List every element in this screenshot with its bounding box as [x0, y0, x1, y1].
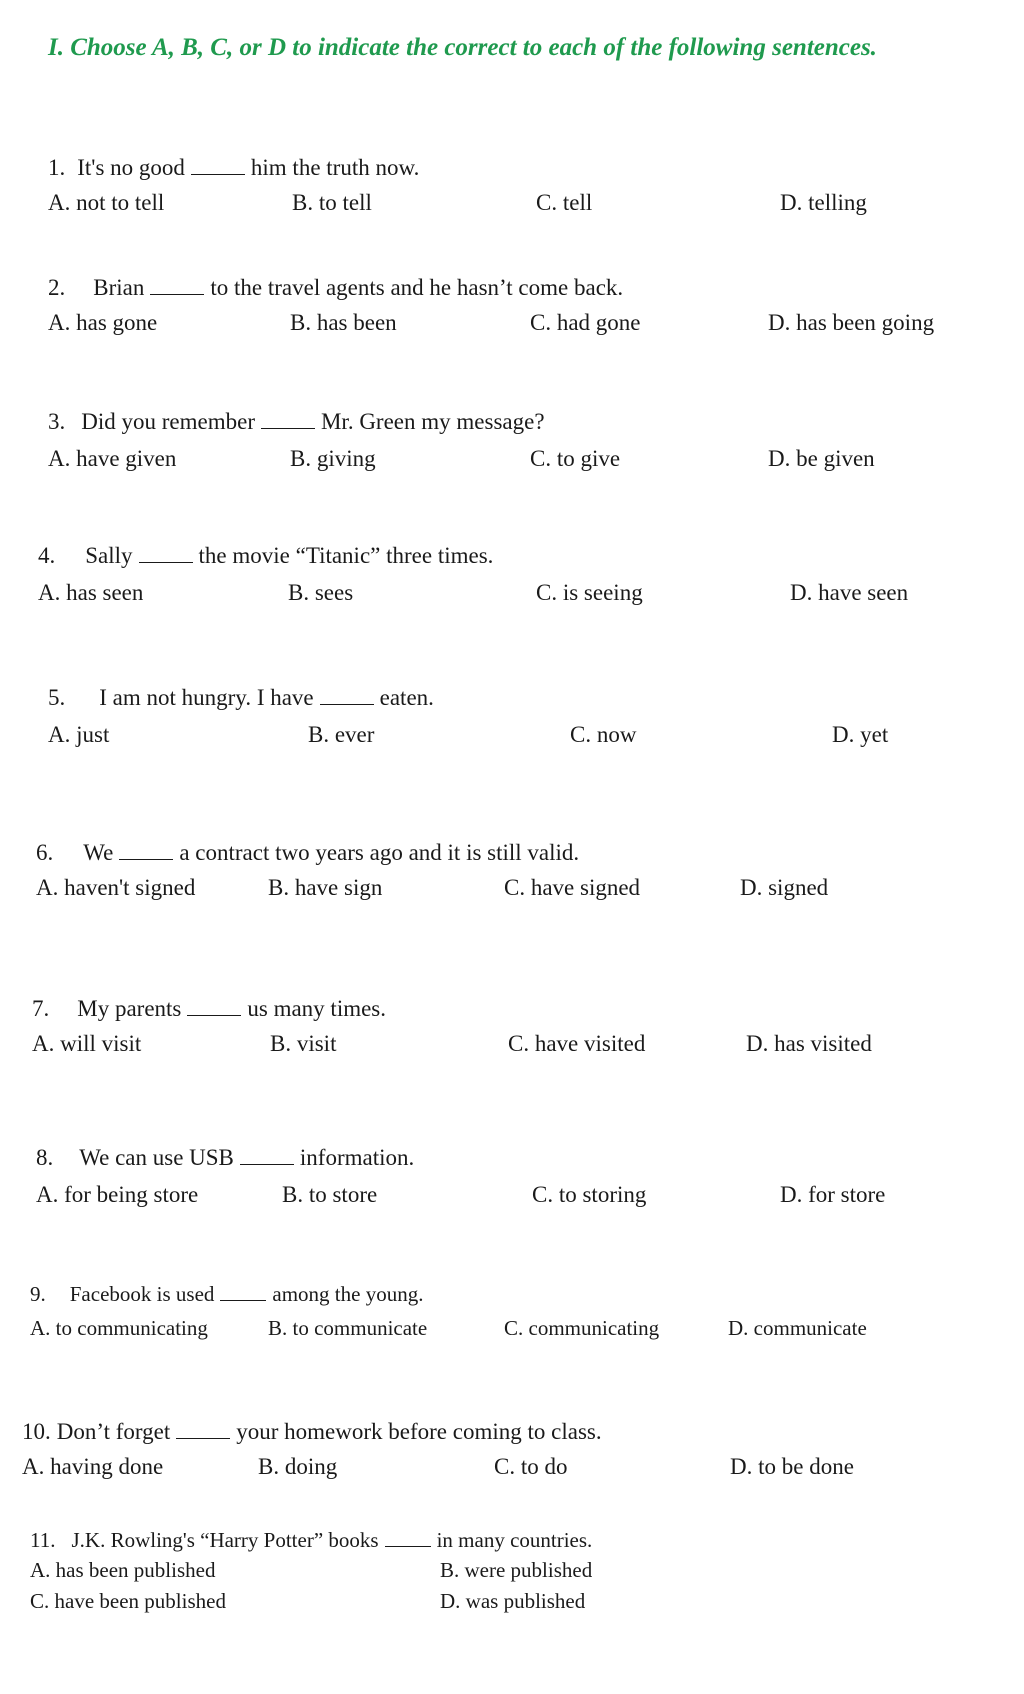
option-b[interactable]: B. sees [288, 580, 354, 605]
option-c[interactable]: C. is seeing [536, 580, 643, 605]
question-number: 1. [48, 155, 66, 180]
answer-blank [176, 1420, 230, 1439]
question-text-after: a contract two years ago and it is still valid. [179, 840, 580, 865]
question-text-after: Mr. Green my message? [320, 409, 545, 434]
question-text-after: to the travel agents and he hasn’t come back. [210, 275, 624, 300]
question-text-before: Did you remember [81, 409, 255, 434]
option-d[interactable]: D. communicate [728, 1316, 867, 1340]
option-c[interactable]: C. to storing [532, 1182, 647, 1207]
option-b[interactable]: B. were published [440, 1558, 593, 1582]
question-text-before: We [83, 840, 114, 865]
question-text-before: Brian [93, 275, 145, 300]
option-c[interactable]: C. have been published [30, 1589, 226, 1613]
option-d[interactable]: D. for store [780, 1182, 886, 1207]
option-d[interactable]: D. was published [440, 1589, 586, 1613]
option-d[interactable]: D. be given [768, 446, 875, 471]
question-text-after: him the truth now. [250, 155, 420, 180]
question-stem [22, 1419, 602, 1445]
option-b[interactable]: B. to tell [292, 190, 372, 215]
option-c[interactable]: C. had gone [530, 310, 641, 335]
question-number: 5. [48, 685, 66, 710]
question-number: 7. [32, 996, 50, 1021]
answer-blank [139, 544, 193, 563]
question-stem [36, 840, 579, 866]
answer-blank [119, 841, 173, 860]
answer-blank [385, 1528, 431, 1547]
answer-blank [191, 156, 245, 175]
question-stem [48, 409, 545, 435]
question-text-after: the movie “Titanic” three times. [198, 543, 494, 568]
option-d[interactable]: D. signed [740, 875, 829, 900]
option-d[interactable]: D. has been going [768, 310, 935, 335]
question-stem [30, 1282, 423, 1307]
question-text-after: in many countries. [436, 1528, 593, 1552]
question-text-before: I am not hungry. I have [99, 685, 314, 710]
question-number: 11. [30, 1528, 56, 1552]
option-c[interactable]: C. have visited [508, 1031, 646, 1056]
option-a[interactable]: A. haven't signed [36, 875, 196, 900]
option-b[interactable]: B. doing [258, 1454, 338, 1479]
option-b[interactable]: B. to store [282, 1182, 378, 1207]
answer-blank [261, 410, 315, 429]
question-text-before: It's no good [77, 155, 185, 180]
answer-blank [220, 1282, 266, 1301]
question-text-after: among the young. [272, 1282, 424, 1306]
option-d[interactable]: D. have seen [790, 580, 909, 605]
option-a[interactable]: A. has been published [30, 1558, 216, 1582]
option-b[interactable]: B. to communicate [268, 1316, 428, 1340]
option-a[interactable]: A. to communicating [30, 1316, 208, 1340]
question-stem [38, 543, 493, 569]
question-number: 9. [30, 1282, 46, 1306]
question-number: 4. [38, 543, 56, 568]
question-number: 10. [22, 1419, 51, 1444]
option-a[interactable]: A. have given [48, 446, 177, 471]
option-a[interactable]: A. having done [22, 1454, 164, 1479]
option-b[interactable]: B. visit [270, 1031, 337, 1056]
question-stem [48, 685, 434, 711]
option-c[interactable]: C. to give [530, 446, 621, 471]
question-text-before: We can use USB [79, 1145, 234, 1170]
answer-blank [240, 1146, 294, 1165]
question-number: 2. [48, 275, 66, 300]
option-c[interactable]: C. to do [494, 1454, 568, 1479]
question-text-before: J.K. Rowling's “Harry Potter” books [71, 1528, 379, 1552]
option-c[interactable]: C. now [570, 722, 637, 747]
option-a[interactable]: A. for being store [36, 1182, 199, 1207]
option-a[interactable]: A. has gone [48, 310, 158, 335]
option-d[interactable]: D. telling [780, 190, 867, 215]
option-c[interactable]: C. tell [536, 190, 593, 215]
option-b[interactable]: B. giving [290, 446, 376, 471]
option-b[interactable]: B. have sign [268, 875, 383, 900]
question-text-before: Sally [85, 543, 133, 568]
question-text-after: eaten. [379, 685, 434, 710]
option-a[interactable]: A. has seen [38, 580, 144, 605]
question-text-before: Don’t forget [56, 1419, 171, 1444]
question-stem [30, 1528, 592, 1553]
option-a[interactable]: A. not to tell [48, 190, 165, 215]
question-text-before: Facebook is used [69, 1282, 215, 1306]
option-a[interactable]: A. will visit [32, 1031, 142, 1056]
question-number: 8. [36, 1145, 54, 1170]
option-b[interactable]: B. ever [308, 722, 375, 747]
question-stem [48, 155, 419, 181]
answer-blank [187, 997, 241, 1016]
question-stem [36, 1145, 414, 1171]
answer-blank [320, 686, 374, 705]
question-text-after: us many times. [247, 996, 387, 1021]
question-number: 3. [48, 409, 66, 434]
option-d[interactable]: D. to be done [730, 1454, 854, 1479]
question-text-before: My parents [77, 996, 182, 1021]
instruction-heading: I. Choose A, B, C, or D to indicate the correct to each of the following sentences. [48, 34, 877, 61]
option-c[interactable]: C. have signed [504, 875, 641, 900]
option-a[interactable]: A. just [48, 722, 110, 747]
option-d[interactable]: D. has visited [746, 1031, 872, 1056]
answer-blank [150, 276, 204, 295]
question-number: 6. [36, 840, 54, 865]
question-text-after: your homework before coming to class. [236, 1419, 602, 1444]
option-c[interactable]: C. communicating [504, 1316, 660, 1340]
question-stem [48, 275, 623, 301]
question-text-after: information. [299, 1145, 415, 1170]
question-stem [32, 996, 386, 1022]
option-b[interactable]: B. has been [290, 310, 397, 335]
option-d[interactable]: D. yet [832, 722, 889, 747]
